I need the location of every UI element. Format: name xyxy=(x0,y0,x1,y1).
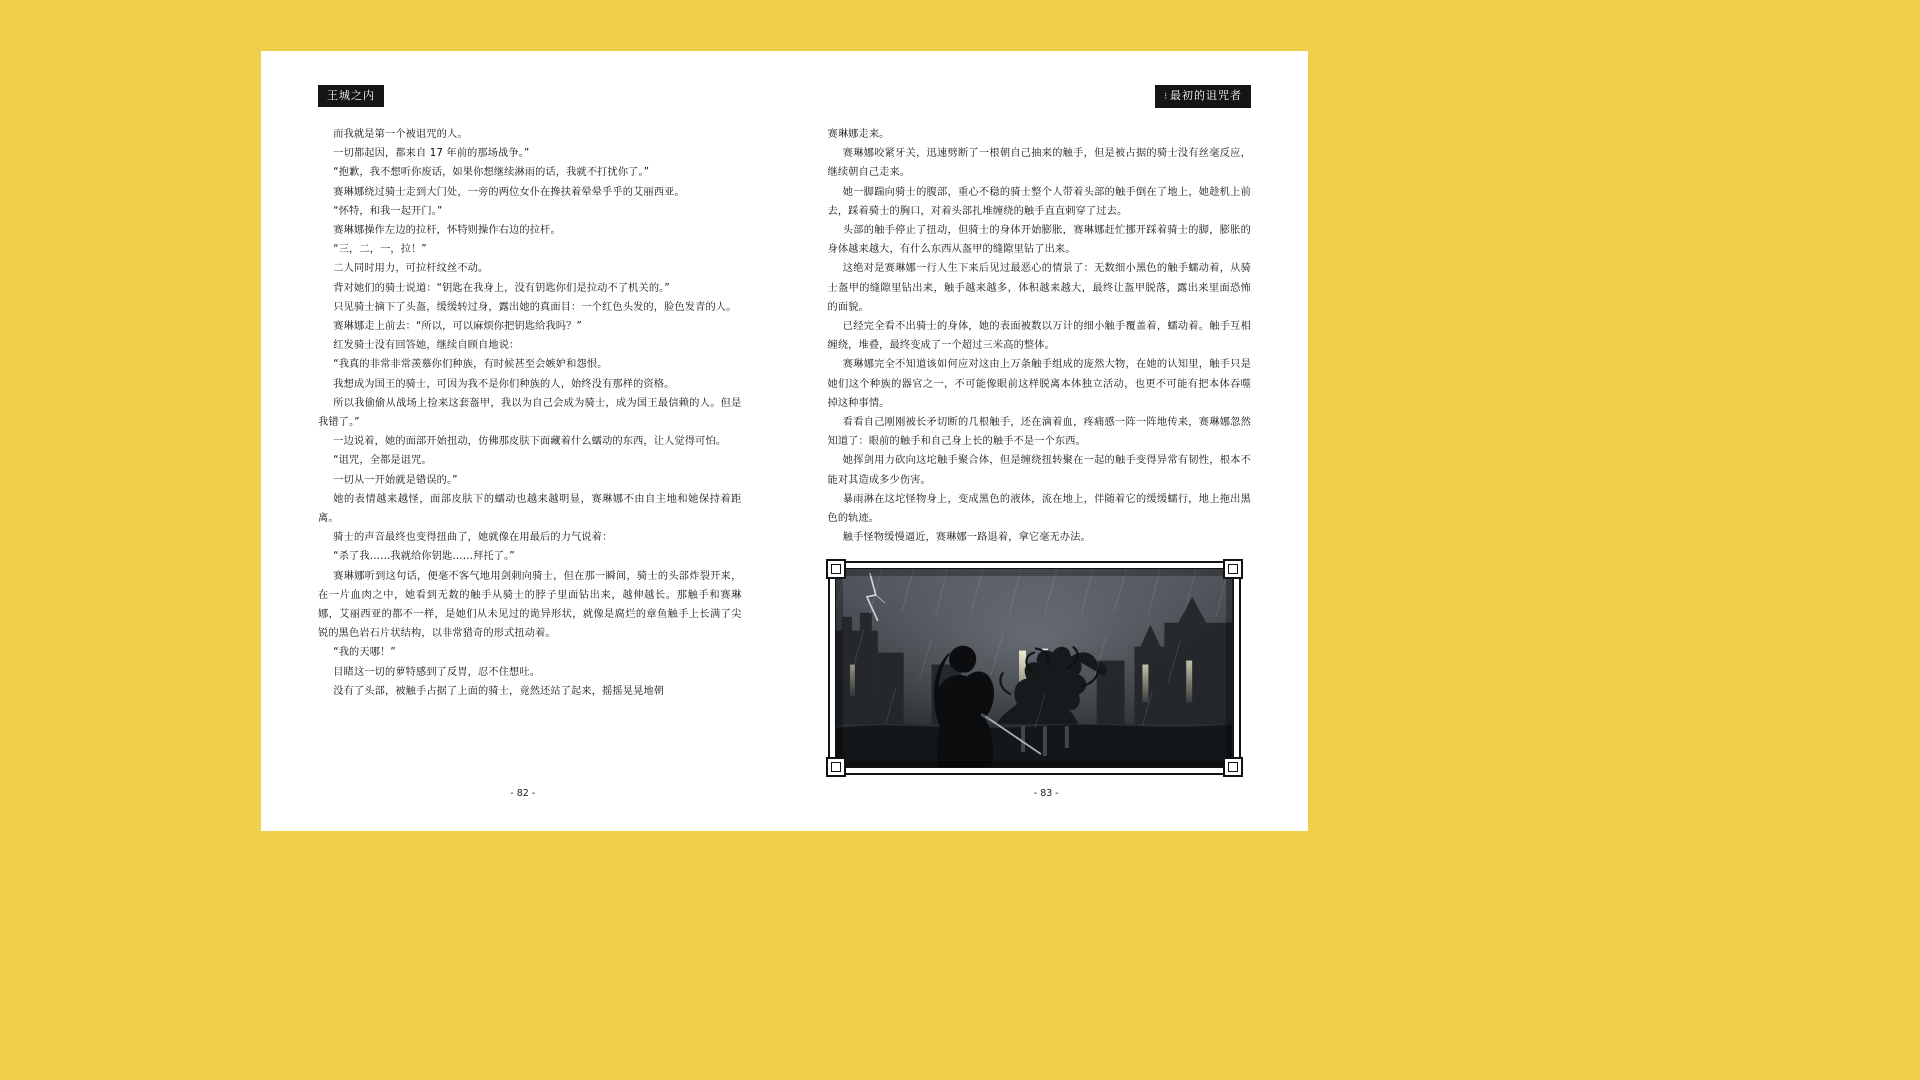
paragraph: 看看自己刚刚被长矛切断的几根触手，还在滴着血，疼痛感一阵一阵地传来，赛琳娜忽然知道了：眼前的触手和自己身上长的触手不是一个东西。 xyxy=(827,417,1251,448)
paragraph: “三，二，一，拉！” xyxy=(333,244,427,256)
paragraph: 赛琳娜绕过骑士走到大门处，一旁的两位女仆在搀扶着晕晕乎乎的艾丽西亚。 xyxy=(333,186,685,198)
paragraph: 赛琳娜听到这句话，便毫不客气地用剑刺向骑士，但在那一瞬间，骑士的头部炸裂开来，在一片血肉之中，她看到无数的触手从骑士的脖子里面钻出来，越伸越长。那触手和赛琳娜，艾丽西亚的都不一样，是她们从未见过的诡异形状，就像是腐烂的章鱼触手上长满了尖锐的黑色岩石片状结构，以非常猎奇的形式扭动着。 xyxy=(318,570,742,640)
folio-left: - 82 - xyxy=(510,788,536,799)
paragraph: 而我就是第一个被诅咒的人。 xyxy=(333,129,468,140)
paragraph: 已经完全看不出骑士的身体，她的表面被数以万计的细小触手覆盖着，蠕动着。触手互相缠绕，堆叠，最终变成了一个超过三米高的整体。 xyxy=(827,321,1251,352)
book-spread xyxy=(261,51,1308,831)
chapter-title-chip-right xyxy=(1155,85,1251,108)
frame-corner-ornament xyxy=(1223,559,1243,579)
paragraph: 我想成为国王的骑士，可因为我不是你们种族的人，始终没有那样的资格。 xyxy=(333,378,675,390)
body-text-right xyxy=(828,125,1252,547)
paragraph: 她挥剑用力砍向这坨触手聚合体，但是缠绕扭转聚在一起的触手变得异常有韧性，根本不能对其造成多少伤害。 xyxy=(827,455,1251,486)
paragraph: “杀了我……我就给你钥匙……拜托了。” xyxy=(333,551,515,563)
paragraph: 暴雨淋在这坨怪物身上，变成黑色的液体，流在地上，伴随着它的缓缓蠕行，地上拖出黑色的轨迹。 xyxy=(827,493,1251,525)
chapter-title-chip-left xyxy=(318,85,384,107)
paragraph: 她的表情越来越怪，面部皮肤下的蠕动也越来越明显，赛琳娜不由自主地和她保持着距离。 xyxy=(318,493,742,525)
running-head-right xyxy=(828,85,1252,107)
paragraph: “诅咒，全都是诅咒。 xyxy=(333,455,432,467)
paragraph: 二人同时用力，可拉杆纹丝不动。 xyxy=(333,263,489,275)
chapter-title-left: 王城之内 xyxy=(327,89,375,102)
paragraph: 红发骑士没有回答她，继续自顾自地说： xyxy=(333,340,520,352)
paragraph: 头部的触手停止了扭动，但骑士的身体开始膨胀，赛琳娜赶忙挪开踩着骑士的脚，膨胀的身体越来越大，有什么东西从盔甲的缝隙里钻了出来。 xyxy=(827,225,1251,256)
paragraph: “怀特，和我一起开门。” xyxy=(333,205,443,217)
paragraph: 触手怪物缓慢逼近，赛琳娜一路退着，拿它毫无办法。 xyxy=(842,532,1091,544)
decorative-dots-icon: ⁝ xyxy=(1164,91,1170,102)
folio-right: - 83 - xyxy=(1033,788,1059,799)
page-left xyxy=(261,51,785,831)
paragraph: 目睹这一切的萝特感到了反胃，忍不住想吐。 xyxy=(333,666,541,678)
paragraph: 一边说着，她的面部开始扭动，仿佛那皮肤下面藏着什么蠕动的东西，让人觉得可怕。 xyxy=(333,436,727,448)
body-text-left xyxy=(318,125,742,701)
page-right xyxy=(785,51,1309,831)
paragraph: 这绝对是赛琳娜一行人生下来后见过最恶心的情景了：无数细小黑色的触手蠕动着，从骑士盔甲的缝隙里钻出来，触手越来越多，体积越来越大，最终让盔甲脱落，露出来里面恐怖的面貌。 xyxy=(827,263,1251,313)
frame-corner-ornament xyxy=(1223,757,1243,777)
frame-corner-ornament xyxy=(826,559,846,579)
paragraph: “抱歉，我不想听你废话，如果你想继续淋雨的话，我就不打扰你了。” xyxy=(333,167,650,179)
illustration-figure xyxy=(828,561,1241,775)
frame-corner-ornament xyxy=(826,757,846,777)
paragraph: 背对她们的骑士说道：“钥匙在我身上，没有钥匙你们是拉动不了机关的。” xyxy=(333,282,670,294)
paragraph: 赛琳娜完全不知道该如何应对这由上万条触手组成的庞然大物，在她的认知里，触手只是她们这个种族的器官之一，不可能像眼前这样脱离本体独立活动，也更不可能有把本体吞噬掉这种事情。 xyxy=(827,359,1251,409)
paragraph: 赛琳娜走来。 xyxy=(827,129,890,140)
paragraph: 骑士的声音最终也变得扭曲了，她就像在用最后的力气说着： xyxy=(333,532,613,544)
dark-castle-knight-illustration xyxy=(836,569,1233,768)
running-head-left xyxy=(318,85,742,107)
paragraph: 没有了头部，被触手占据了上面的骑士，竟然还站了起来，摇摇晃晃地朝 xyxy=(333,685,665,697)
paragraph: 所以我偷偷从战场上捡来这套盔甲，我以为自己会成为骑士，成为国王最信赖的人。但是我错了。” xyxy=(318,397,742,429)
paragraph: 只见骑士摘下了头盔，缓缓转过身，露出她的真面目：一个红色头发的，脸色发青的人。 xyxy=(333,301,737,313)
paragraph: 一切从一开始就是错误的。” xyxy=(333,474,458,486)
paragraph: “我真的非常非常羡慕你们种族，有时候甚至会嫉妒和怨恨。 xyxy=(333,359,608,371)
illustration-frame-inner xyxy=(835,568,1234,768)
paragraph: 她一脚踹向骑士的腹部，重心不稳的骑士整个人带着头部的触手倒在了地上，她趁机上前去，踩着骑士的胸口，对着头部扎堆缠绕的触手直直刺穿了过去。 xyxy=(827,186,1251,217)
paragraph: 赛琳娜走上前去：“所以，可以麻烦你把钥匙给我吗？” xyxy=(333,321,582,333)
paragraph: 一切都起因，都来自 17 年前的那场战争。” xyxy=(333,148,530,160)
paragraph: “我的天哪！” xyxy=(333,647,396,659)
paragraph: 赛琳娜操作左边的拉杆，怀特则操作右边的拉杆。 xyxy=(333,225,561,237)
chapter-title-right: 最初的诅咒者 xyxy=(1170,88,1242,102)
paragraph: 赛琳娜咬紧牙关，迅速劈断了一根朝自己抽来的触手，但是被占据的骑士没有丝毫反应，继续朝自己走来。 xyxy=(827,148,1251,179)
